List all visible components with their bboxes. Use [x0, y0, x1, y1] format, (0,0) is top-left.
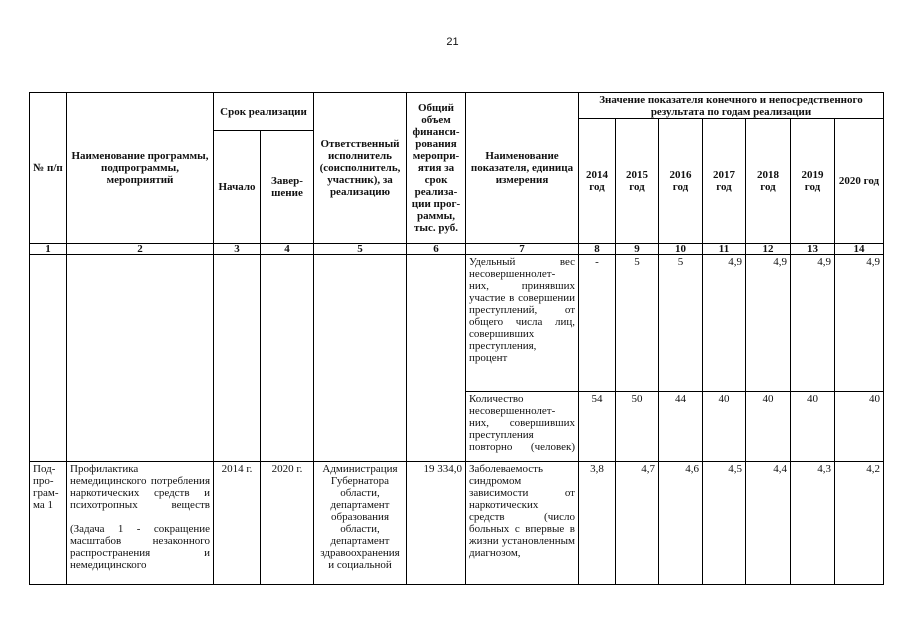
header-year-2016: 2016 год — [659, 119, 703, 244]
header-year-2014: 2014 год — [579, 119, 616, 244]
indicator-cell: Заболеваемость синдромом зависимости от наркотических средств (число больных с впервые в жизни установленным диагнозом, — [466, 462, 579, 585]
col-number: 9 — [616, 244, 659, 255]
value-cell: 4,6 — [659, 462, 703, 585]
value-cell: 4,9 — [746, 255, 791, 392]
value-cell: 4,4 — [746, 462, 791, 585]
value-cell: 4,9 — [703, 255, 746, 392]
value-cell: 4,2 — [835, 462, 884, 585]
subprogram-name-cell — [67, 462, 214, 585]
value-cell: 5 — [616, 255, 659, 392]
header-srok: Срок реализации — [214, 93, 314, 131]
header-num: № п/п — [30, 93, 67, 244]
col-number: 2 — [67, 244, 214, 255]
end-cell: 2020 г. — [261, 462, 314, 585]
col-number: 11 — [703, 244, 746, 255]
empty-cell — [314, 255, 407, 462]
responsible-cell: Администрация Губернатора области, департамент образования области, департамент здравоохранения и социальной — [314, 462, 407, 585]
empty-cell — [30, 255, 67, 462]
col-number: 8 — [579, 244, 616, 255]
col-number: 14 — [835, 244, 884, 255]
header-volume: Общий объем финанси-рования меропри-ятия за срок реализа-ции прог-раммы, тыс. руб. — [407, 93, 466, 244]
col-number: 10 — [659, 244, 703, 255]
value-cell: 4,7 — [616, 462, 659, 585]
col-number: 1 — [30, 244, 67, 255]
value-cell: 54 — [579, 392, 616, 462]
spacer — [70, 511, 210, 523]
header-year-2018: 2018 год — [746, 119, 791, 244]
header-year-2019: 2019 год — [791, 119, 835, 244]
col-number: 7 — [466, 244, 579, 255]
page-number: 21 — [446, 36, 459, 48]
empty-cell — [67, 255, 214, 462]
header-end: Завер-шение — [261, 131, 314, 244]
value-cell: 4,9 — [791, 255, 835, 392]
empty-cell — [261, 255, 314, 462]
subprogram-num-cell: Под-про-грам-ма 1 — [30, 462, 67, 585]
header-values-title: Значение показателя конечного и непосредственного результата по годам реализации — [579, 93, 884, 119]
subprogram-task: (Задача 1 - сокращение масштабов незаконного распространения и немедицинского — [70, 523, 210, 571]
col-number: 6 — [407, 244, 466, 255]
value-cell: 4,3 — [791, 462, 835, 585]
header-year-2015: 2015 год — [616, 119, 659, 244]
value-cell: 40 — [746, 392, 791, 462]
subprogram-name: Профилактика немедицинского потребления наркотических средств и психотропных веществ — [70, 463, 210, 511]
col-number: 13 — [791, 244, 835, 255]
volume-cell: 19 334,0 — [407, 462, 466, 585]
indicator-cell: Количество несовершеннолет-них, совершивших преступления повторно (человек) — [466, 392, 579, 462]
header-year-2017: 2017 год — [703, 119, 746, 244]
value-cell: 50 — [616, 392, 659, 462]
value-cell: 3,8 — [579, 462, 616, 585]
col-number: 3 — [214, 244, 261, 255]
value-cell: 40 — [791, 392, 835, 462]
header-indicator: Наименование показателя, единица измерения — [466, 93, 579, 244]
col-number: 12 — [746, 244, 791, 255]
indicator-cell: Удельный вес несовершеннолет-них, принявших участие в совершении преступлений, от общего числа лиц, совершивших преступления, процент — [466, 255, 579, 392]
value-cell: 4,9 — [835, 255, 884, 392]
value-cell: 40 — [835, 392, 884, 462]
value-cell: 40 — [703, 392, 746, 462]
value-cell: 44 — [659, 392, 703, 462]
value-cell: 5 — [659, 255, 703, 392]
value-cell: 4,5 — [703, 462, 746, 585]
start-cell: 2014 г. — [214, 462, 261, 585]
header-responsible: Ответственный исполнитель (соисполнитель, участник), за реализацию — [314, 93, 407, 244]
program-table — [29, 92, 884, 585]
empty-cell — [214, 255, 261, 462]
col-number: 5 — [314, 244, 407, 255]
value-cell: - — [579, 255, 616, 392]
empty-cell — [407, 255, 466, 462]
col-number: 4 — [261, 244, 314, 255]
header-year-2020: 2020 год — [835, 119, 884, 244]
header-start: Начало — [214, 131, 261, 244]
header-name: Наименование программы, подпрограммы, мероприятий — [67, 93, 214, 244]
